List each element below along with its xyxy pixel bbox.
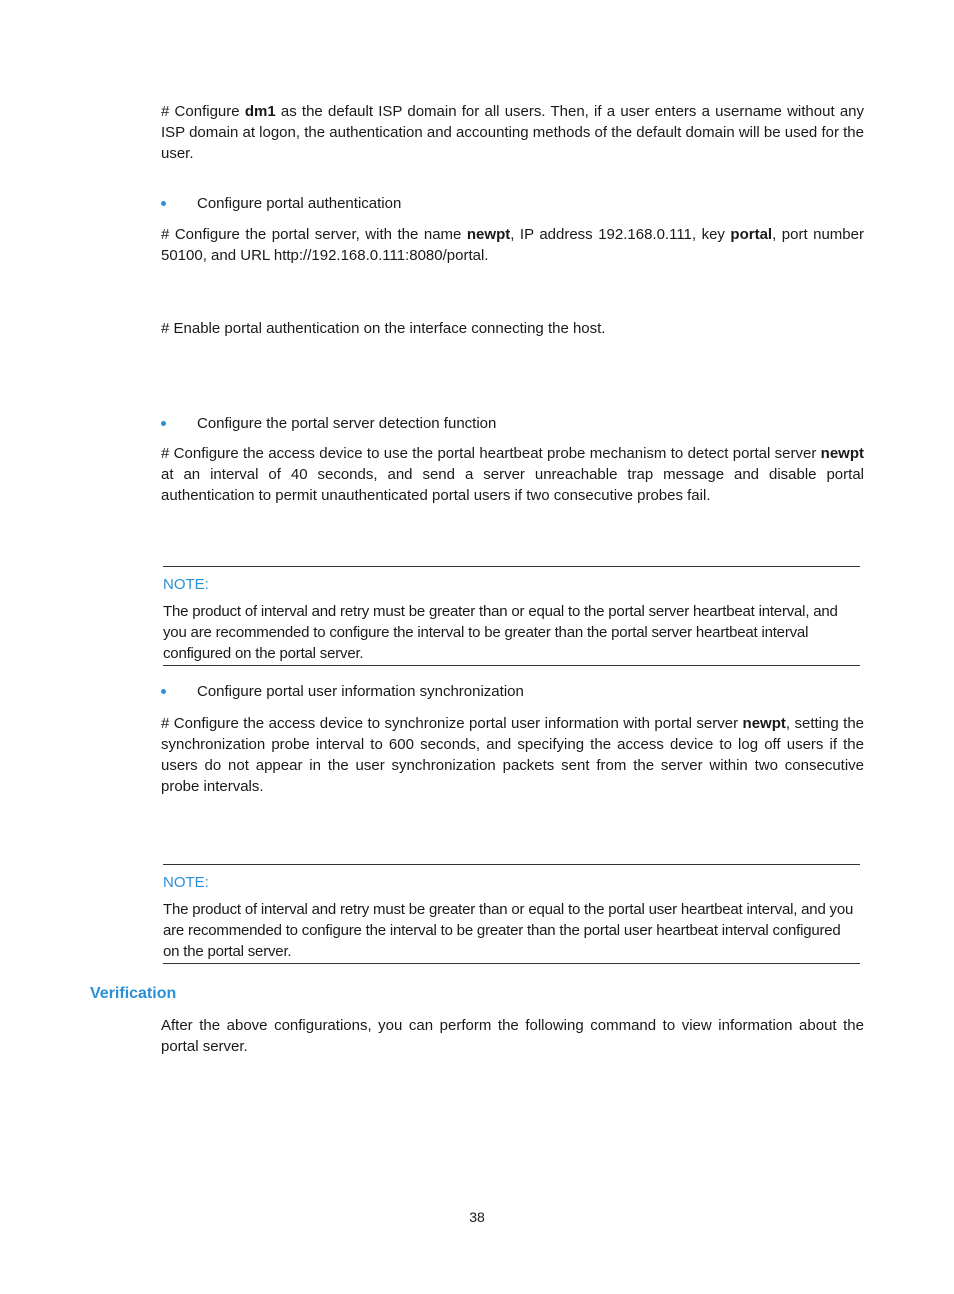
text: , setting the synchronization probe interval to 600 seconds, and specifying the access device to log off users if the users do not appear in the user synchronization packets sent from the server within two consecutive probe intervals. bbox=[161, 715, 864, 795]
section-heading-verification: Verification bbox=[90, 985, 177, 1002]
bullet-label: Configure portal authentication bbox=[197, 195, 402, 212]
text: and bbox=[307, 603, 341, 620]
text: After the above configurations, you can perform the following command to view information about the portal server. bbox=[161, 1017, 864, 1055]
paragraph-portal-server bbox=[161, 224, 864, 266]
text: must be greater than or equal to the portal server heartbeat interval, and you are recommended to configure the bbox=[163, 603, 838, 641]
paragraph-detection bbox=[161, 443, 864, 506]
keyword-interval: interval bbox=[417, 624, 465, 641]
note-label: NOTE: bbox=[163, 576, 209, 593]
note-box bbox=[163, 566, 860, 666]
keyword-newpt: newpt bbox=[466, 226, 511, 243]
paragraph-enable-portal bbox=[161, 318, 864, 339]
bullet-icon bbox=[161, 689, 166, 694]
bullet-label: Configure portal user information synchronization bbox=[197, 683, 524, 700]
text: , IP address 192.168.0.111, key bbox=[510, 226, 731, 243]
text: to be greater than the portal user heartbeat interval configured on the portal server. bbox=[163, 922, 841, 960]
paragraph-sync bbox=[161, 713, 864, 797]
text: , port number 50100, and URL http://192.168.0.111:8080/portal. bbox=[161, 226, 864, 264]
text: at an interval of 40 seconds, and send a server unreachable trap message and disable portal authentication to permit unauthenticated portal users if two consecutive probes fail. bbox=[161, 466, 864, 504]
keyword-retry: retry bbox=[340, 603, 370, 620]
text: # Configure the access device to synchronize portal user information with portal server bbox=[161, 715, 743, 732]
bullet-item-detection bbox=[161, 413, 864, 434]
keyword-interval: interval bbox=[260, 901, 308, 918]
page-number: 38 bbox=[469, 1209, 485, 1225]
bullet-icon bbox=[161, 201, 166, 206]
text: must be greater than or equal to the portal user heartbeat interval, and you are recommended to configure the bbox=[163, 901, 854, 939]
keyword-newpt: newpt bbox=[820, 445, 864, 462]
keyword-dm1: dm1 bbox=[244, 103, 276, 120]
keyword-portal: portal bbox=[730, 226, 773, 243]
note-label: NOTE: bbox=[163, 874, 209, 891]
text: # Enable portal authentication on the interface connecting the host. bbox=[161, 320, 606, 337]
bullet-item-portal-auth bbox=[161, 193, 864, 214]
paragraph-default-domain bbox=[161, 101, 864, 164]
text: to be greater than the portal server heartbeat interval configured on the portal server. bbox=[163, 624, 809, 662]
keyword-interval: interval bbox=[389, 922, 437, 939]
bullet-item-sync bbox=[161, 681, 864, 702]
text: # Configure bbox=[161, 103, 245, 120]
text: and bbox=[307, 901, 341, 918]
note-text bbox=[163, 601, 860, 664]
paragraph-verification bbox=[161, 1015, 864, 1057]
text: # Configure the portal server, with the name bbox=[161, 226, 467, 243]
note-text bbox=[163, 899, 860, 962]
keyword-retry: retry bbox=[340, 901, 370, 918]
bullet-label: Configure the portal server detection function bbox=[197, 415, 497, 432]
bullet-icon bbox=[161, 421, 166, 426]
keyword-newpt: newpt bbox=[742, 715, 786, 732]
keyword-interval: interval bbox=[260, 603, 308, 620]
text: The product of bbox=[163, 603, 261, 620]
text: # Configure the access device to use the portal heartbeat probe mechanism to detect portal server bbox=[161, 445, 821, 462]
text: as the default ISP domain for all users. Then, if a user enters a username without any ISP domain at logon, the authentication and accounting methods of the default domain will be used for the user. bbox=[161, 103, 865, 162]
text: The product of bbox=[163, 901, 261, 918]
note-box bbox=[163, 864, 860, 964]
